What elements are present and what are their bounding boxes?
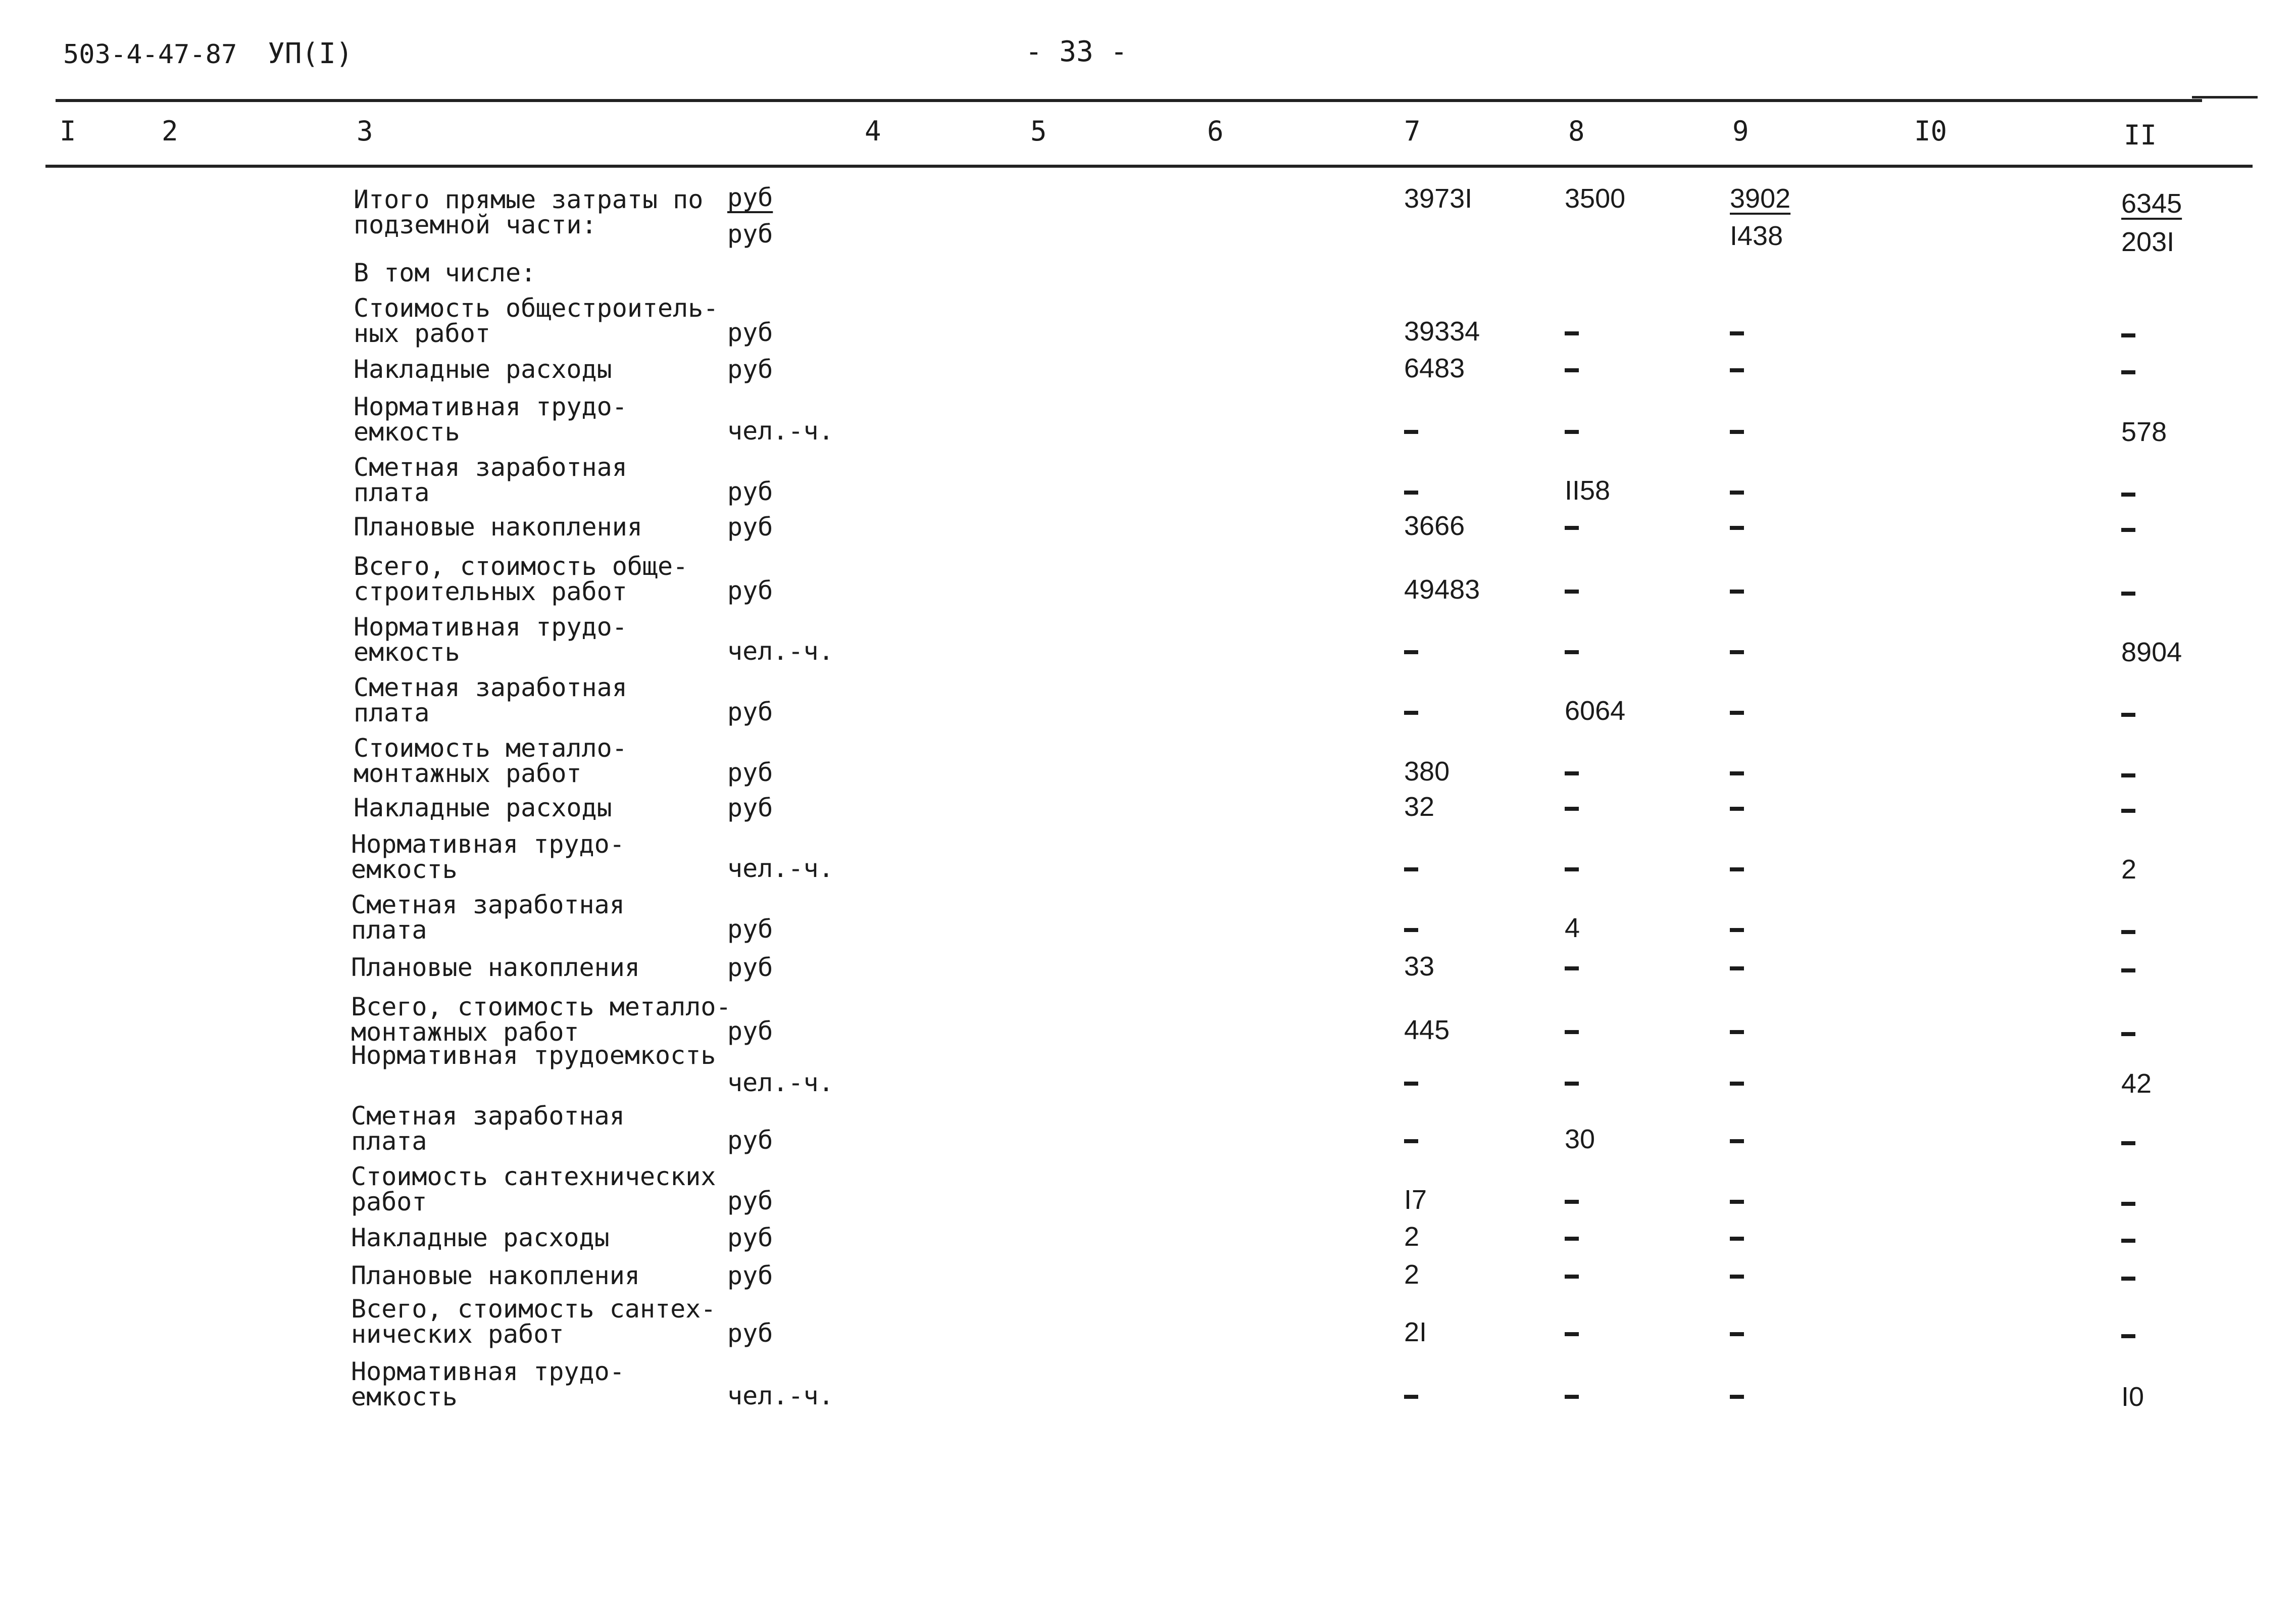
row-label: Сметная заработная плата [351, 1101, 625, 1156]
dash-mark [1565, 1237, 1579, 1241]
row-label: Накладные расходы [351, 1223, 610, 1252]
cell-c7 [1404, 697, 1418, 724]
row-unit: руб [727, 477, 773, 506]
dash-mark [1730, 368, 1744, 372]
dash-mark [2121, 809, 2135, 813]
dash-mark [1565, 430, 1579, 434]
cell-c9: I438 [1730, 221, 1783, 251]
cell-c11 [2121, 320, 2135, 347]
dash-mark [1730, 1332, 1744, 1336]
cell-c8 [1565, 318, 1579, 345]
cell-c8 [1565, 355, 1579, 382]
dash-mark [1730, 867, 1744, 871]
row-label: Стоимость сантехнических работ [351, 1162, 716, 1216]
dash-mark [1730, 1237, 1744, 1241]
cell-c9 [1730, 576, 1744, 603]
cell-c7 [1404, 477, 1418, 504]
cell-c9 [1730, 1016, 1744, 1044]
dash-mark [1404, 867, 1418, 871]
cell-c9 [1730, 637, 1744, 664]
cell-c9 [1730, 1223, 1744, 1250]
dash-mark [2121, 1239, 2135, 1243]
cell-c11 [2121, 1321, 2135, 1348]
row-unit: руб [727, 355, 773, 384]
row-unit: руб [727, 793, 773, 822]
cell-c11 [2121, 760, 2135, 787]
dash-mark [1565, 1030, 1579, 1034]
row-label: Всего, стоимость сантех- нических работ [351, 1294, 716, 1349]
cell-c11 [2121, 1225, 2135, 1252]
row-label: Нормативная трудо- емкость [354, 392, 627, 447]
cell-c7: 3973I [1404, 183, 1473, 214]
dash-mark [2121, 333, 2135, 337]
cell-c7: 32 [1404, 792, 1435, 822]
cell-c11 [2121, 916, 2135, 944]
row-unit: руб [727, 1223, 773, 1252]
dash-mark [1730, 928, 1744, 932]
row-label: Накладные расходы [354, 355, 612, 384]
cell-c8 [1565, 576, 1579, 603]
row-unit: руб [727, 1261, 773, 1290]
row-label: Итого прямые затраты по подземной части: [354, 185, 704, 239]
dash-mark [1404, 430, 1418, 434]
dash-mark [2121, 1141, 2135, 1145]
dash-mark [1565, 650, 1579, 654]
cell-c8 [1565, 953, 1579, 980]
column-number: 9 [1732, 115, 1749, 147]
column-number: 8 [1568, 115, 1585, 147]
cell-c11 [2121, 795, 2135, 822]
dash-mark [2121, 1277, 2135, 1281]
cell-c9 [1730, 1068, 1744, 1095]
dash-mark [1565, 807, 1579, 811]
dash-mark [2121, 930, 2135, 934]
cell-c9 [1730, 1126, 1744, 1153]
dash-mark [1565, 1200, 1579, 1204]
row-label: Нормативная трудо- емкость [351, 1357, 625, 1411]
row-label: Сметная заработная плата [351, 890, 625, 945]
cell-c11 [2121, 357, 2135, 384]
cell-c9 [1730, 1186, 1744, 1213]
cell-c9 [1730, 416, 1744, 444]
cell-c8 [1565, 758, 1579, 785]
row-unit: руб [727, 1016, 773, 1046]
cell-c11 [2121, 699, 2135, 726]
row-label: Стоимость общестроитель- ных работ [354, 294, 719, 348]
dash-mark [1730, 491, 1744, 495]
cell-c8 [1565, 793, 1579, 820]
dash-mark [2121, 528, 2135, 532]
row-label: Стоимость металло- монтажных работ [354, 734, 627, 788]
dash-mark [1730, 1139, 1744, 1143]
cell-c8 [1565, 1186, 1579, 1213]
page-number: - 33 - [1025, 35, 1128, 68]
dash-mark [1730, 1275, 1744, 1279]
cell-c8: 30 [1565, 1124, 1595, 1154]
dash-mark [1730, 1082, 1744, 1086]
cell-c7 [1404, 416, 1418, 444]
cell-c8: 6064 [1565, 696, 1626, 726]
cell-c8 [1565, 1261, 1579, 1288]
row-unit: руб [727, 512, 773, 542]
cell-c9 [1730, 1261, 1744, 1288]
row-label: В том числе: [354, 258, 536, 287]
cell-c9 [1730, 355, 1744, 382]
document-code: 503-4-47-87 [63, 39, 237, 70]
header-top-rule-extension [2192, 96, 2258, 99]
cell-c11 [2121, 1018, 2135, 1046]
cell-c11 [2121, 955, 2135, 982]
dash-mark [1730, 590, 1744, 594]
cell-c11: I0 [2121, 1382, 2144, 1412]
dash-mark [2121, 1202, 2135, 1206]
dash-mark [2121, 1032, 2135, 1036]
dash-mark [1565, 771, 1579, 775]
row-unit: руб [727, 1186, 773, 1215]
dash-mark [1730, 711, 1744, 715]
column-number: 6 [1207, 115, 1224, 147]
dash-mark [1565, 966, 1579, 970]
row-label: Нормативная трудоемкость [351, 1041, 716, 1070]
cell-c9 [1730, 758, 1744, 785]
cell-c9 [1730, 697, 1744, 724]
row-unit: руб [727, 318, 773, 347]
cell-c11: 8904 [2121, 637, 2182, 667]
cell-c8 [1565, 1068, 1579, 1095]
cell-c9 [1730, 512, 1744, 540]
dash-mark [1730, 1395, 1744, 1399]
cell-c8 [1565, 1381, 1579, 1408]
dash-mark [1404, 928, 1418, 932]
column-number: I0 [1914, 115, 1948, 147]
row-unit: руб [727, 953, 773, 982]
row-unit: руб [727, 914, 773, 944]
cell-c7: 33 [1404, 951, 1435, 982]
dash-mark [1730, 526, 1744, 530]
cell-c11: 2 [2121, 854, 2137, 885]
row-unit: руб [727, 1319, 773, 1348]
dash-mark [1565, 1332, 1579, 1336]
cell-c11: 578 [2121, 417, 2167, 447]
cell-c9: 3902 [1730, 183, 1791, 214]
column-number: 4 [865, 115, 881, 147]
document-section: УП(I) [268, 37, 353, 70]
cell-c7: 380 [1404, 756, 1450, 787]
cell-c11 [2121, 479, 2135, 506]
row-unit: чел.-ч. [727, 1068, 834, 1097]
dash-mark [1730, 1030, 1744, 1034]
dash-mark [1404, 711, 1418, 715]
dash-mark [1565, 867, 1579, 871]
dash-mark [1565, 1395, 1579, 1399]
dash-mark [2121, 968, 2135, 972]
dash-mark [1404, 1395, 1418, 1399]
cell-c9 [1730, 477, 1744, 504]
cell-c8 [1565, 1223, 1579, 1250]
cell-c9 [1730, 793, 1744, 820]
cell-c7 [1404, 1126, 1418, 1153]
row-label: Сметная заработная плата [354, 453, 627, 507]
dash-mark [2121, 370, 2135, 374]
row-label: Плановые накопления [351, 953, 640, 982]
cell-c9 [1730, 953, 1744, 980]
cell-c7: 6483 [1404, 353, 1465, 383]
row-unit: руб [727, 697, 773, 726]
column-number: 5 [1030, 115, 1047, 147]
dash-mark [1730, 1200, 1744, 1204]
cell-c11 [2121, 1128, 2135, 1155]
cell-c7: I7 [1404, 1185, 1427, 1215]
dash-mark [2121, 493, 2135, 497]
dash-mark [2121, 713, 2135, 717]
dash-mark [1565, 368, 1579, 372]
dash-mark [1730, 650, 1744, 654]
column-number: 3 [357, 115, 373, 147]
cell-c8 [1565, 416, 1579, 444]
row-unit: чел.-ч. [727, 1381, 834, 1410]
cell-c7: 39334 [1404, 316, 1480, 347]
cell-c7 [1404, 637, 1418, 664]
cell-c11: 6345 [2121, 188, 2182, 219]
row-label: Плановые накопления [354, 512, 642, 542]
row-unit: руб [727, 1126, 773, 1155]
dash-mark [1730, 331, 1744, 335]
cell-c8: II58 [1565, 475, 1611, 506]
cell-c11 [2121, 578, 2135, 605]
column-number: 2 [162, 115, 178, 147]
column-number: II [2124, 119, 2157, 151]
cell-c11 [2121, 1263, 2135, 1290]
column-number: 7 [1404, 115, 1421, 147]
cell-c11 [2121, 1188, 2135, 1215]
dash-mark [1730, 966, 1744, 970]
cell-c7: 3666 [1404, 511, 1465, 541]
cell-c7: 49483 [1404, 574, 1480, 605]
dash-mark [1404, 650, 1418, 654]
row-label: Нормативная трудо- емкость [354, 612, 627, 667]
header-top-rule [56, 99, 2202, 102]
row-unit-secondary: руб [727, 219, 773, 249]
dash-mark [2121, 773, 2135, 777]
dash-mark [1730, 430, 1744, 434]
cell-c8 [1565, 637, 1579, 664]
row-label: Плановые накопления [351, 1261, 640, 1290]
cell-c7: 2 [1404, 1259, 1420, 1290]
cell-c7 [1404, 1381, 1418, 1408]
row-unit: чел.-ч. [727, 637, 834, 666]
dash-mark [1565, 590, 1579, 594]
cell-c8 [1565, 1016, 1579, 1044]
dash-mark [1730, 807, 1744, 811]
row-label: Всего, стоимость обще- строительных работ [354, 552, 688, 606]
cell-c8 [1565, 854, 1579, 881]
dash-mark [1404, 1082, 1418, 1086]
cell-c9 [1730, 318, 1744, 345]
row-unit: чел.-ч. [727, 416, 834, 446]
row-unit: руб [727, 576, 773, 605]
cell-c9 [1730, 854, 1744, 881]
dash-mark [2121, 592, 2135, 596]
cell-c11 [2121, 514, 2135, 542]
dash-mark [1404, 491, 1418, 495]
dash-mark [1565, 331, 1579, 335]
dash-mark [1565, 1082, 1579, 1086]
dash-mark [1565, 1275, 1579, 1279]
dash-mark [1565, 526, 1579, 530]
cell-c7: 2 [1404, 1222, 1420, 1252]
row-label: Сметная заработная плата [354, 673, 627, 727]
row-unit: чел.-ч. [727, 854, 834, 883]
row-label: Всего, стоимость металло- монтажных работ [351, 992, 731, 1047]
cell-c7: 445 [1404, 1015, 1450, 1045]
column-number: I [60, 115, 76, 147]
cell-c9 [1730, 914, 1744, 942]
cell-c7 [1404, 854, 1418, 881]
row-unit: руб [727, 758, 773, 787]
cell-c8: 4 [1565, 913, 1580, 943]
cell-c8 [1565, 1319, 1579, 1346]
cell-c7 [1404, 914, 1418, 942]
row-unit: руб [727, 183, 773, 212]
cell-c9 [1730, 1319, 1744, 1346]
row-label: Накладные расходы [354, 793, 612, 822]
dash-mark [2121, 1334, 2135, 1338]
cell-c11: 203I [2121, 227, 2175, 257]
cell-c8 [1565, 512, 1579, 540]
cell-c9 [1730, 1381, 1744, 1408]
dash-mark [1404, 1139, 1418, 1143]
row-label: Нормативная трудо- емкость [351, 829, 625, 884]
header-bottom-rule [45, 165, 2253, 168]
cell-c7: 2I [1404, 1317, 1427, 1347]
cell-c8: 3500 [1565, 183, 1626, 214]
dash-mark [1730, 771, 1744, 775]
cell-c11: 42 [2121, 1068, 2152, 1099]
cell-c7 [1404, 1068, 1418, 1095]
